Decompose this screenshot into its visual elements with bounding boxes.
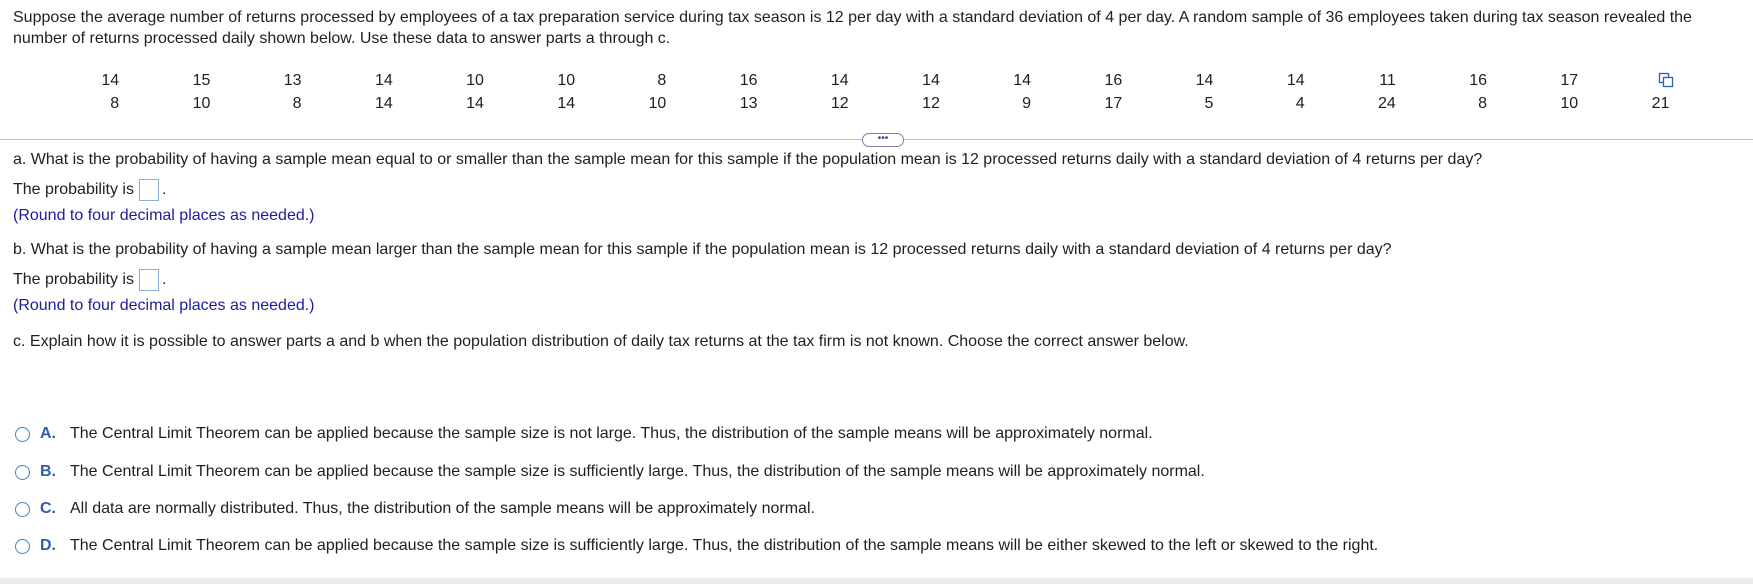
option-text: The Central Limit Theorem can be applied because the sample size is not large. Thus, the distribution of the sample means will be approximately normal. (70, 425, 1153, 442)
option-letter: C. (40, 500, 56, 517)
option-text: The Central Limit Theorem can be applied because the sample size is sufficiently large. Thus, the distribution of the sample means will be either skewed to the left or skewed to the right. (70, 537, 1379, 554)
data-cell: 16 (739, 72, 758, 89)
data-cell: 14 (922, 72, 940, 89)
data-cell: 14 (830, 72, 849, 89)
option-text: The Central Limit Theorem can be applied because the sample size is sufficiently large. Thus, the distribution of the sample means will be approximately normal. (70, 463, 1205, 480)
data-cell: 16 (1469, 72, 1487, 89)
part-b-hint: (Round to four decimal places as needed.) (13, 297, 315, 314)
part-a-answer-row (13, 179, 166, 201)
option-a[interactable] (15, 425, 1153, 443)
data-cell: 8 (110, 95, 120, 112)
data-cell: 15 (192, 72, 211, 89)
data-table (36, 69, 1677, 115)
data-cell: 14 (1195, 72, 1214, 89)
data-cell: 14 (101, 72, 120, 89)
part-a-answer-suffix: . (161, 181, 167, 198)
option-letter: B. (40, 463, 56, 480)
option-letter: D. (40, 537, 56, 554)
part-a-question: a. What is the probability of having a sample mean equal to or smaller than the sample mean for this sample if the population mean is 12 processed returns daily with a standard deviation of 4 returns per day? (13, 151, 1483, 168)
data-cell: 10 (557, 72, 576, 89)
data-cell: 21 (1651, 95, 1670, 112)
radio-icon[interactable] (15, 539, 30, 554)
radio-icon[interactable] (15, 427, 30, 442)
part-b-answer-row (13, 269, 166, 291)
data-cell: 14 (466, 95, 484, 112)
data-cell: 8 (292, 95, 302, 112)
data-cell: 9 (1022, 95, 1032, 112)
part-b-answer-prefix: The probability is (13, 271, 134, 288)
data-cell: 17 (1560, 72, 1579, 89)
radio-icon[interactable] (15, 502, 30, 517)
data-cell: 5 (1204, 95, 1214, 112)
data-cell: 14 (374, 72, 393, 89)
data-cell: 14 (374, 95, 393, 112)
part-b-answer-input[interactable] (139, 269, 159, 291)
copy-icon[interactable] (1658, 72, 1674, 88)
problem-intro: Suppose the average number of returns processed by employees of a tax preparation service during tax season is 12 per day with a standard deviation of 4 per day. A random sample of 36 employees taken during tax season revealed the number of returns processed daily shown below. Use these data to answer parts a through c. (13, 9, 1692, 47)
part-a-answer-input[interactable] (139, 179, 159, 201)
data-cell: 4 (1295, 95, 1305, 112)
data-cell: 10 (466, 72, 484, 89)
radio-icon[interactable] (15, 465, 30, 480)
option-text: All data are normally distributed. Thus, the distribution of the sample means will be approximately normal. (70, 500, 815, 517)
part-a-hint: (Round to four decimal places as needed.) (13, 207, 315, 224)
data-cell: 10 (1560, 95, 1579, 112)
data-cell: 17 (1104, 95, 1123, 112)
data-cell: 10 (192, 95, 211, 112)
data-cell: 11 (1379, 72, 1396, 89)
option-d[interactable] (15, 537, 1378, 555)
part-c-question: c. Explain how it is possible to answer parts a and b when the population distribution of daily tax returns at the tax firm is not known. Choose the correct answer below. (13, 333, 1189, 350)
bottom-bar (0, 578, 1753, 584)
data-cell: 16 (1104, 72, 1123, 89)
data-cell: 8 (1478, 95, 1487, 112)
option-b[interactable] (15, 463, 1205, 481)
data-cell: 14 (557, 95, 576, 112)
data-cell: 24 (1378, 95, 1396, 112)
part-a-answer-prefix: The probability is (13, 181, 134, 198)
data-cell: 8 (657, 72, 667, 89)
data-cell: 13 (283, 72, 302, 89)
data-cell: 12 (830, 95, 849, 112)
option-letter: A. (40, 425, 56, 442)
data-cell: 14 (1286, 72, 1305, 89)
part-b-answer-suffix: . (161, 271, 167, 288)
part-b-question: b. What is the probability of having a sample mean larger than the sample mean for this sample if the population mean is 12 processed returns daily with a standard deviation of 4 returns per day? (13, 241, 1392, 258)
data-cell: 14 (1013, 72, 1032, 89)
data-cell: 10 (648, 95, 667, 112)
data-cell: 12 (922, 95, 940, 112)
data-cell: 13 (739, 95, 758, 112)
expand-more-button[interactable]: ••• (862, 133, 904, 147)
option-c[interactable] (15, 500, 815, 518)
